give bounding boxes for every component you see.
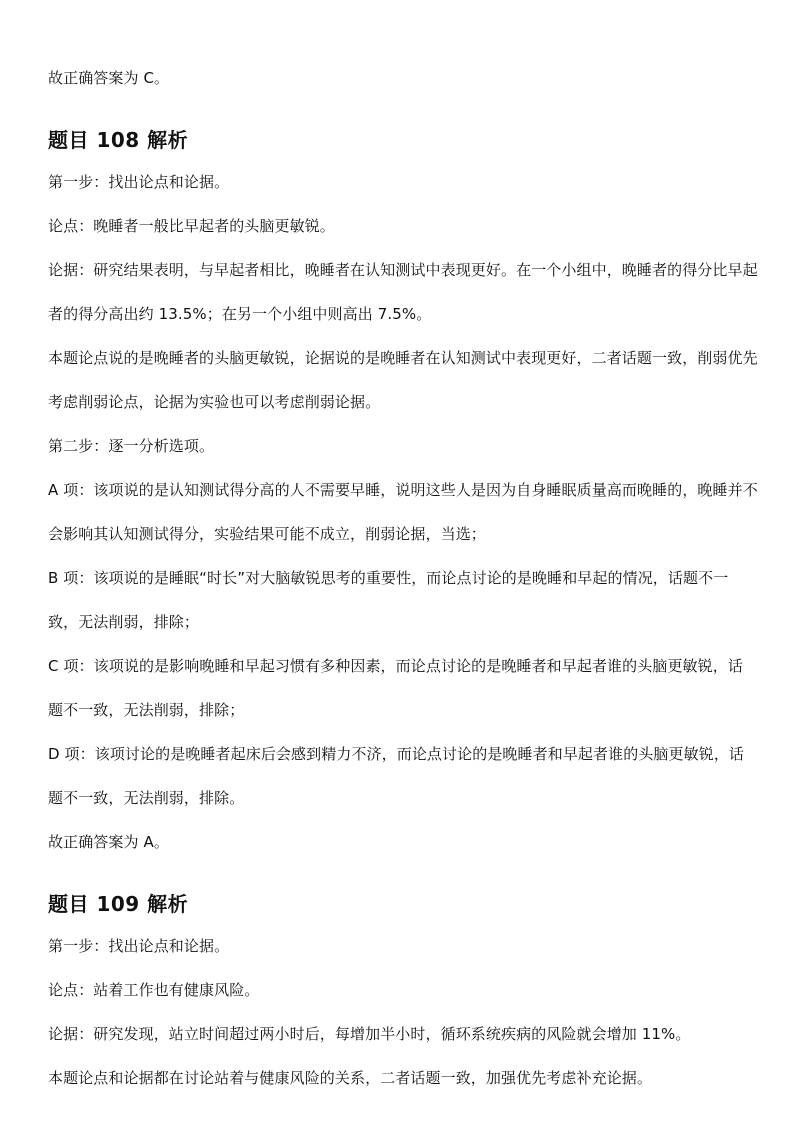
q108-conclusion: 故正确答案为 A。 — [48, 833, 169, 851]
question-108-heading: 题目 108 解析 — [48, 128, 189, 152]
q109-evidence: 论据：研究发现，站立时间超过两小时后，每增加半小时，循环系统疾病的风险就会增加 11%。 — [48, 1025, 691, 1043]
document-page — [48, 56, 758, 1100]
question-109-heading: 题目 109 解析 — [48, 892, 189, 916]
q108-option-d: D 项：该项讨论的是晚睡者起床后会感到精力不济，而论点讨论的是晚睡者和早起者谁的头脑更敏锐，话题不一致，无法削弱，排除。 — [48, 745, 745, 807]
question-108-analysis — [48, 100, 758, 864]
previous-answer-conclusion: 故正确答案为 C。 — [48, 69, 170, 87]
question-109-analysis — [48, 864, 758, 1100]
q108-argument: 论点：晚睡者一般比早起者的头脑更敏锐。 — [48, 217, 335, 235]
q108-option-b: B 项：该项说的是睡眠“时长”对大脑敏锐思考的重要性，而论点讨论的是晚睡和早起的情况，话题不一致，无法削弱，排除； — [48, 569, 729, 631]
q108-step-1: 第一步：找出论点和论据。 — [48, 173, 230, 191]
q108-option-c: C 项：该项说的是影响晚睡和早起习惯有多种因素，而论点讨论的是晚睡者和早起者谁的头脑更敏锐，话题不一致，无法削弱，排除； — [48, 657, 743, 719]
q109-step-1: 第一步：找出论点和论据。 — [48, 937, 230, 955]
q108-analysis: 本题论点说的是晚睡者的头脑更敏锐，论据说的是晚睡者在认知测试中表现更好，二者话题一致，削弱优先考虑削弱论点，论据为实验也可以考虑削弱论据。 — [48, 349, 758, 411]
q108-step-2: 第二步：逐一分析选项。 — [48, 437, 215, 455]
q109-analysis: 本题论点和论据都在讨论站着与健康风险的关系，二者话题一致，加强优先考虑补充论据。 — [48, 1069, 653, 1087]
q109-argument: 论点：站着工作也有健康风险。 — [48, 981, 260, 999]
q108-option-a: A 项：该项说的是认知测试得分高的人不需要早睡，说明这些人是因为自身睡眠质量高而晚睡的，晚睡并不会影响其认知测试得分，实验结果可能不成立，削弱论据，当选； — [48, 481, 758, 543]
q108-evidence: 论据：研究结果表明，与早起者相比，晚睡者在认知测试中表现更好。在一个小组中，晚睡者的得分比早起者的得分高出约 13.5%；在另一个小组中则高出 7.5%。 — [48, 261, 758, 323]
